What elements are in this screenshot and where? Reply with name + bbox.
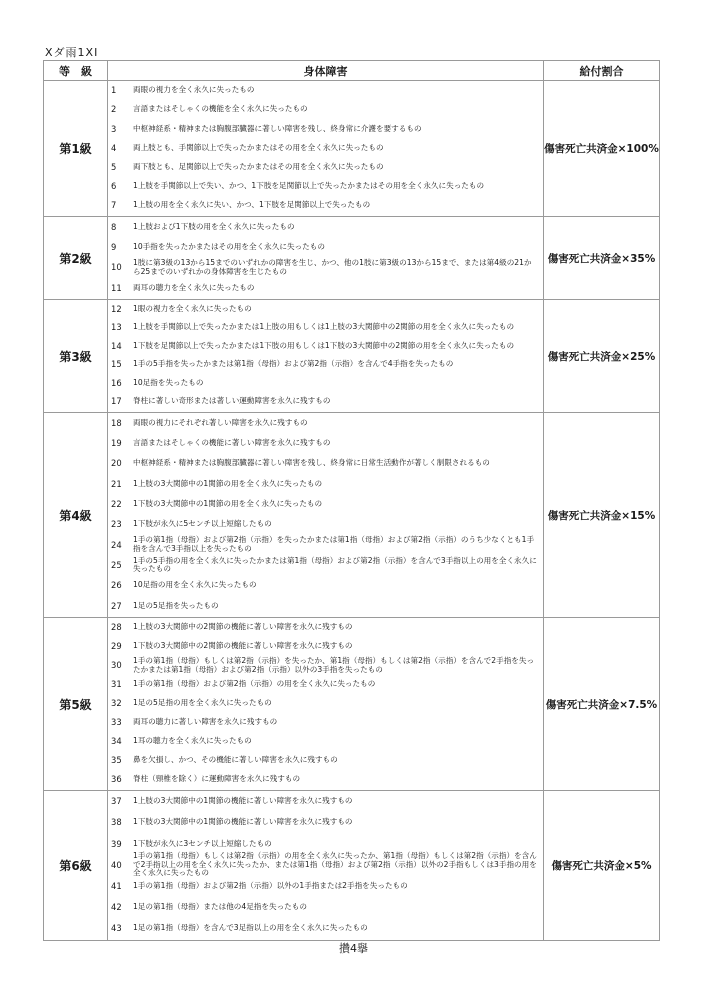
grade-label: 第4級 (44, 413, 108, 618)
disability-item (108, 618, 543, 637)
disability-item (108, 575, 543, 595)
disability-item (108, 535, 543, 555)
item-number: 22 (111, 499, 122, 510)
item-number: 23 (111, 519, 122, 530)
disability-item (108, 158, 543, 177)
item-number: 9 (111, 242, 117, 253)
item-number: 14 (111, 340, 122, 351)
item-text: 1肢に第3級の13から15までのいずれかの障害を生じ、かつ、他の1肢に第3級の13から15まで、または第4級の21から25までのいずれかの身体障害を生じたもの (133, 258, 532, 276)
item-number: 36 (111, 774, 122, 785)
disability-item (108, 258, 543, 278)
item-text: 1足の5足指を失ったもの (133, 600, 219, 610)
grade-label: 第6級 (44, 791, 108, 941)
item-text: 両眼の視力にそれぞれ著しい障害を永久に残すもの (133, 417, 308, 427)
grade-row (44, 791, 660, 941)
disability-item (108, 217, 543, 237)
disability-item (108, 300, 543, 319)
item-text: 脊柱（頸椎を除く）に運動障害を永久に残すもの (133, 774, 301, 784)
disability-list (108, 413, 544, 618)
item-text: 言語またはそしゃくの機能を全く永久に失ったもの (133, 104, 308, 114)
item-number: 38 (111, 817, 122, 828)
disability-item (108, 177, 543, 196)
benefit-rate: 傷害死亡共済金×7.5% (544, 618, 660, 791)
disability-item (108, 694, 543, 713)
item-number: 19 (111, 438, 122, 449)
grade-row (44, 300, 660, 413)
item-text: 10足指の用を全く永久に失ったもの (133, 580, 257, 590)
item-number: 35 (111, 755, 122, 766)
item-text: 両眼の視力を全く永久に失ったもの (133, 85, 255, 95)
header-row (44, 61, 660, 81)
item-number: 7 (111, 200, 117, 211)
disability-item (108, 751, 543, 770)
item-number: 27 (111, 600, 122, 611)
item-text: 1下肢の3大関節中の1関節の機能に著しい障害を永久に残すもの (133, 817, 353, 827)
item-number: 25 (111, 559, 122, 570)
benefit-rate: 傷害死亡共済金×100% (544, 81, 660, 217)
item-text: 1下肢が永久に3センチ以上短縮したもの (133, 838, 272, 848)
disability-item (108, 656, 543, 675)
item-text: 1足の5足指の用を全く永久に失ったもの (133, 698, 272, 708)
disability-item (108, 319, 543, 338)
item-text: 1手の5手指を失ったかまたは第1指（母指）および第2指（示指）を含んで4手指を失ったもの (133, 359, 454, 369)
item-number: 4 (111, 142, 117, 153)
item-text: 言語またはそしゃくの機能に著しい障害を永久に残すもの (133, 438, 331, 448)
item-number: 1 (111, 85, 117, 96)
header-disability: 身体障害 (108, 61, 544, 81)
disability-item (108, 596, 543, 616)
disability-item (108, 918, 543, 939)
item-number: 24 (111, 539, 122, 550)
disability-item (108, 393, 543, 412)
disability-item (108, 237, 543, 257)
item-text: 1手の第1指（母指）および第2指（示指）の用を全く永久に失ったもの (133, 679, 376, 689)
disability-item (108, 791, 543, 812)
item-number: 37 (111, 796, 122, 807)
item-number: 41 (111, 880, 122, 891)
item-text: 1上肢の3大関節中の1関節の機能に著しい障害を永久に残すもの (133, 796, 353, 806)
item-text: 1下肢が永久に5センチ以上短縮したもの (133, 519, 272, 529)
item-text: 1手の第1指（母指）および第2指（示指）以外の1手指または2手指を失ったもの (133, 880, 408, 890)
item-text: 1手の第1指（母指）および第2指（示指）を失ったかまたは第1指（母指）および第2指（示指）のうち少なくとも1手指を含んで3手指以上を失ったもの (133, 535, 535, 553)
disability-item (108, 100, 543, 119)
item-text: 両上肢とも、手関節以上で失ったかまたはその用を全く永久に失ったもの (133, 142, 384, 152)
item-number: 42 (111, 901, 122, 912)
disability-item (108, 337, 543, 356)
item-number: 3 (111, 123, 117, 134)
item-number: 34 (111, 736, 122, 747)
disability-item (108, 474, 543, 494)
disability-item (108, 119, 543, 138)
item-text: 1下肢の3大関節中の2関節の機能に著しい障害を永久に残すもの (133, 641, 353, 651)
item-text: 1上肢の用を全く永久に失い、かつ、1下肢を足関節以上で失ったもの (133, 200, 371, 210)
disability-item (108, 770, 543, 789)
disability-item (108, 454, 543, 474)
grade-row (44, 618, 660, 791)
disability-item (108, 413, 543, 433)
disability-item (108, 374, 543, 393)
disability-grade-table (43, 60, 660, 941)
item-number: 32 (111, 698, 122, 709)
disability-item (108, 876, 543, 897)
grade-row (44, 413, 660, 618)
item-number: 40 (111, 859, 122, 870)
item-number: 30 (111, 660, 122, 671)
item-text: 1足の第1指（母指）を含んで3足指以上の用を全く永久に失ったもの (133, 923, 368, 933)
disability-item (108, 514, 543, 534)
disability-item (108, 851, 543, 878)
item-text: 中枢神経系・精神または胸腹部臓器に著しい障害を残し、終身常に日常生活動作が著しく制限されるもの (133, 458, 490, 468)
item-text: 1足の第1指（母指）または他の4足指を失ったもの (133, 901, 307, 911)
disability-item (108, 138, 543, 157)
disability-list (108, 791, 544, 941)
item-number: 15 (111, 359, 122, 370)
item-text: 1上肢および1下肢の用を全く永久に失ったもの (133, 221, 295, 231)
disability-item (108, 81, 543, 100)
benefit-rate: 傷害死亡共済金×35% (544, 217, 660, 300)
item-number: 5 (111, 161, 117, 172)
item-text: 1手の第1指（母指）もしくは第2指（示指）を失ったか、第1指（母指）もしくは第2指（示指）を含んで2手指を失ったかまたは第1指（母指）および第2指（示指）以外の3手指を失ったもの (133, 655, 535, 674)
item-number: 17 (111, 396, 122, 407)
disability-item (108, 897, 543, 918)
item-text: 1耳の聴力を全く永久に失ったもの (133, 736, 252, 746)
item-number: 11 (111, 282, 122, 293)
grade-row (44, 217, 660, 300)
disability-item (108, 713, 543, 732)
item-number: 33 (111, 717, 122, 728)
item-number: 10 (111, 262, 122, 273)
item-text: 1上肢の3大関節中の2関節の機能に著しい障害を永久に残すもの (133, 622, 353, 632)
disability-list (108, 81, 544, 217)
item-text: 1手の第1指（母指）もしくは第2指（示指）の用を全く永久に失ったか、第1指（母指）もしくは第2指（示指）を含んで2手指以上の用を全く永久に失ったか、または第1指（母指）および第2指（示指）以外の2手指もしくは3手指の用を全く永久に失ったもの (133, 851, 537, 878)
grade-label: 第1級 (44, 81, 108, 217)
benefit-rate: 傷害死亡共済金×15% (544, 413, 660, 618)
disability-item (108, 278, 543, 298)
item-text: 1下肢の3大関節中の1関節の用を全く永久に失ったもの (133, 499, 323, 509)
disability-item (108, 196, 543, 215)
item-number: 16 (111, 377, 122, 388)
item-text: 1下肢を足関節以上で失ったかまたは1下肢の用もしくは1下肢の3大関節中の2関節の用を全く永久に失ったもの (133, 340, 515, 350)
disability-item (108, 812, 543, 833)
disability-item (108, 675, 543, 694)
disability-item (108, 433, 543, 453)
disability-list (108, 217, 544, 300)
item-text: 鼻を欠損し、かつ、その機能に著しい障害を永久に残すもの (133, 755, 338, 765)
page-footer: 攢4擧 (339, 942, 368, 955)
item-text: 両耳の聴力に著しい障害を永久に残すもの (133, 717, 278, 727)
benefit-rate: 傷害死亡共済金×5% (544, 791, 660, 941)
item-number: 20 (111, 458, 122, 469)
item-text: 1上肢を手関節以上で失い、かつ、1下肢を足関節以上で失ったかまたはその用を全く永久に失ったもの (133, 180, 485, 190)
item-text: 1上肢の3大関節中の1関節の用を全く永久に失ったもの (133, 478, 323, 488)
item-number: 26 (111, 580, 122, 591)
item-text: 1上肢を手関節以上で失ったかまたは1上肢の用もしくは1上肢の3大関節中の2関節の用を全く永久に失ったもの (133, 322, 515, 332)
header-grade: 等 級 (44, 61, 108, 81)
benefit-rate: 傷害死亡共済金×25% (544, 300, 660, 413)
item-number: 8 (111, 221, 117, 232)
item-number: 31 (111, 679, 122, 690)
item-text: 1手の5手指の用を全く永久に失ったかまたは第1指（母指）および第2指（示指）を含んで3手指以上の用を全く永久に失ったもの (133, 555, 537, 574)
item-number: 21 (111, 478, 122, 489)
disability-item (108, 494, 543, 514)
disability-item (108, 555, 543, 575)
grade-label: 第5級 (44, 618, 108, 791)
item-number: 2 (111, 104, 117, 115)
item-text: 10足指を失ったもの (133, 377, 204, 387)
item-number: 12 (111, 303, 122, 314)
item-number: 18 (111, 417, 122, 428)
disability-item (108, 732, 543, 751)
item-text: 1眼の視力を全く永久に失ったもの (133, 303, 252, 313)
disability-item (108, 637, 543, 656)
item-number: 13 (111, 322, 122, 333)
disability-list (108, 618, 544, 791)
item-text: 両耳の聴力を全く永久に失ったもの (133, 282, 255, 292)
item-number: 29 (111, 641, 122, 652)
header-rate: 給付割合 (544, 61, 660, 81)
item-text: 両下肢とも、足関節以上で失ったかまたはその用を全く永久に失ったもの (133, 161, 384, 171)
item-number: 6 (111, 180, 117, 191)
disability-item (108, 356, 543, 375)
grade-row (44, 81, 660, 217)
disability-list (108, 300, 544, 413)
grade-label: 第2級 (44, 217, 108, 300)
item-text: 10手指を失ったかまたはその用を全く永久に失ったもの (133, 242, 325, 252)
item-number: 43 (111, 923, 122, 934)
page-label: Xダ雨1XI (45, 46, 99, 59)
item-text: 中枢神経系・精神または胸腹部臓器に著しい障害を残し、終身常に介護を要するもの (133, 123, 422, 133)
item-number: 28 (111, 622, 122, 633)
item-text: 脊柱に著しい奇形または著しい運動障害を永久に残すもの (133, 396, 331, 406)
item-number: 39 (111, 838, 122, 849)
grade-label: 第3級 (44, 300, 108, 413)
